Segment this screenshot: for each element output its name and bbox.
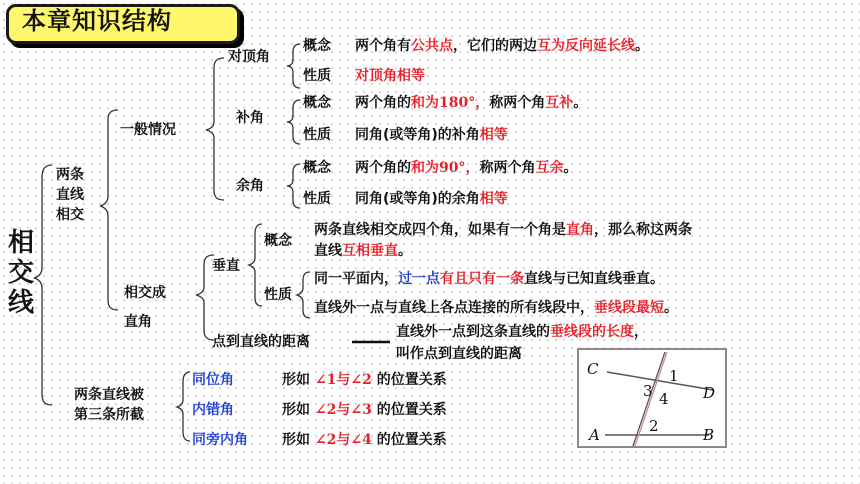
intersect-bracket	[100, 110, 118, 310]
main-bracket	[34, 165, 52, 405]
vertical-angles-label: 对顶角	[228, 49, 270, 65]
supplementary-property: 同角(或等角)的补角相等	[355, 127, 508, 143]
complementary-label: 余角	[236, 178, 264, 194]
right-angle-label-1: 相交成	[124, 285, 166, 301]
property-label: 性质	[303, 191, 331, 207]
alternate-interior-angles-name: 内错角	[192, 402, 234, 418]
complementary-property: 同角(或等角)的余角相等	[355, 191, 508, 207]
concept-label: 概念	[264, 233, 292, 249]
point-d-label: D	[703, 384, 716, 402]
same-side-interior-angles-name: 同旁内角	[192, 432, 248, 448]
corresponding-angles-desc: 形如 ∠1与∠2 的位置关系	[282, 372, 447, 388]
distance-label: 点到直线的距离	[212, 334, 310, 350]
angle-4-label: 4	[659, 390, 669, 408]
general-case-label: 一般情况	[120, 122, 176, 138]
property-label: 性质	[303, 127, 331, 143]
page-title: 本章知识结构	[22, 7, 172, 35]
angle-1-label: 1	[669, 367, 679, 385]
distance-line2: 叫作点到直线的距离	[396, 346, 522, 362]
corresponding-angles-name: 同位角	[192, 372, 234, 388]
property-label: 性质	[303, 68, 331, 84]
angle-figure	[577, 348, 727, 448]
perpendicular-label: 垂直	[212, 258, 240, 274]
vertical-angles-property: 对顶角相等	[355, 68, 425, 84]
property-label: 性质	[264, 287, 292, 303]
right-angle-label-2: 直角	[124, 314, 152, 330]
concept-label: 概念	[303, 38, 331, 54]
alternate-interior-angles-desc: 形如 ∠2与∠3 的位置关系	[282, 402, 447, 418]
general-bracket	[206, 58, 224, 200]
concept-label: 概念	[303, 95, 331, 111]
perpendicular-concept-line1: 两条直线相交成四个角，如果有一个角是直角，那么称这两条	[314, 222, 692, 238]
distance-line1: 直线外一点到这条直线的垂线段的长度，	[396, 324, 648, 340]
angle-2-label: 2	[649, 417, 659, 435]
perpendicular-property-line2: 直线外一点与直线上各点连接的所有线段中，垂线段最短。	[314, 300, 678, 316]
complementary-concept: 两个角的和为90°，称两个角互余。	[355, 160, 578, 176]
concept-label: 概念	[303, 160, 331, 176]
angle-3-label: 3	[643, 382, 653, 400]
two-lines-intersect-label: 两条直线相交	[56, 167, 84, 223]
point-c-label: C	[587, 360, 599, 378]
perpendicular-property-line1: 同一平面内，过一点有且只有一条直线与已知直线垂直。	[314, 271, 664, 287]
point-a-label: A	[589, 426, 600, 444]
supplementary-concept: 两个角的和为180°，称两个角互补。	[355, 95, 588, 111]
perpendicular-concept-line2: 直线互相垂直。	[314, 243, 412, 259]
supplementary-label: 补角	[236, 110, 264, 126]
same-side-interior-angles-desc: 形如 ∠2与∠4 的位置关系	[282, 432, 447, 448]
cut-by-third-label-1: 两条直线被	[74, 387, 144, 403]
vertical-angles-concept: 两个角有公共点，它们的两边互为反向延长线。	[355, 38, 649, 54]
main-topic: 相交线	[7, 228, 34, 318]
point-b-label: B	[703, 426, 715, 444]
cut-by-third-label-2: 第三条所截	[74, 407, 144, 423]
